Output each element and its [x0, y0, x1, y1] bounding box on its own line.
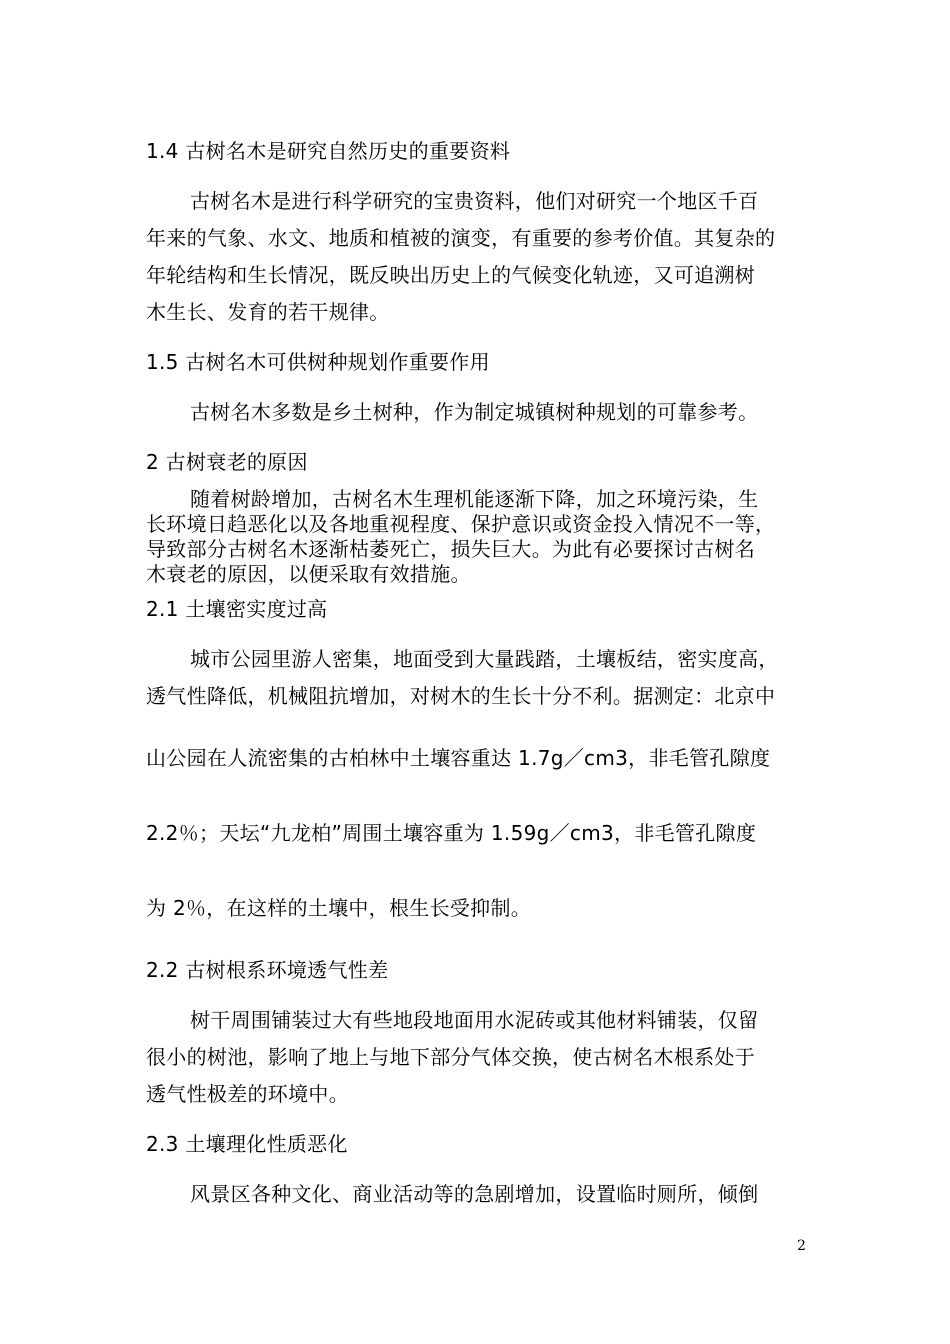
page-number: 2	[797, 1238, 806, 1254]
heading-2-3: 2.3 土壤理化性质恶化	[146, 1132, 348, 1156]
paragraph-line: 山公园在人流密集的古柏林中土壤容重达 1.7g／cm3，非毛管孔隙度	[146, 746, 771, 770]
paragraph-line: 木衰老的原因，以便采取有效措施。	[146, 562, 471, 586]
paragraph-line: 导致部分古树名木逐渐枯萎死亡，损失巨大。为此有必要探讨古树名	[146, 537, 755, 561]
paragraph-line: 古树名木是进行科学研究的宝贵资料，他们对研究一个地区千百	[190, 189, 759, 213]
heading-1-5: 1.5 古树名木可供树种规划作重要作用	[146, 350, 490, 374]
paragraph-line: 随着树龄增加，古树名木生理机能逐渐下降，加之环境污染，生	[190, 487, 759, 511]
paragraph-line: 古树名木多数是乡土树种，作为制定城镇树种规划的可靠参考。	[190, 400, 759, 424]
paragraph-line: 2.2％；天坛“九龙柏”周围土壤容重为 1.59g／cm3，非毛管孔隙度	[146, 821, 757, 845]
paragraph-line: 长环境日趋恶化以及各地重视程度、保护意识或资金投入情况不一等，	[146, 512, 776, 536]
paragraph-line: 透气性降低，机械阻抗增加，对树木的生长十分不利。据测定：北京中	[146, 684, 776, 708]
heading-2: 2 古树衰老的原因	[146, 450, 308, 474]
paragraph-line: 年来的气象、水文、地质和植被的演变，有重要的参考价值。其复杂的	[146, 226, 776, 250]
heading-2-2: 2.2 古树根系环境透气性差	[146, 958, 389, 982]
paragraph-line: 木生长、发育的若干规律。	[146, 300, 390, 324]
paragraph-line: 为 2％，在这样的土壤中，根生长受抑制。	[146, 896, 532, 920]
heading-1-4: 1.4 古树名木是研究自然历史的重要资料	[146, 139, 511, 163]
paragraph-line: 风景区各种文化、商业活动等的急剧增加，设置临时厕所，倾倒	[190, 1182, 759, 1206]
paragraph-line: 透气性极差的环境中。	[146, 1082, 349, 1106]
paragraph-line: 年轮结构和生长情况，既反映出历史上的气候变化轨迹，又可追溯树	[146, 263, 755, 287]
paragraph-line: 树干周围铺装过大有些地段地面用水泥砖或其他材料铺装，仅留	[190, 1008, 759, 1032]
heading-2-1: 2.1 土壤密实度过高	[146, 597, 328, 621]
paragraph-line: 很小的树池，影响了地上与地下部分气体交换，使古树名木根系处于	[146, 1045, 755, 1069]
paragraph-line: 城市公园里游人密集，地面受到大量践踏，土壤板结，密实度高，	[190, 647, 779, 671]
